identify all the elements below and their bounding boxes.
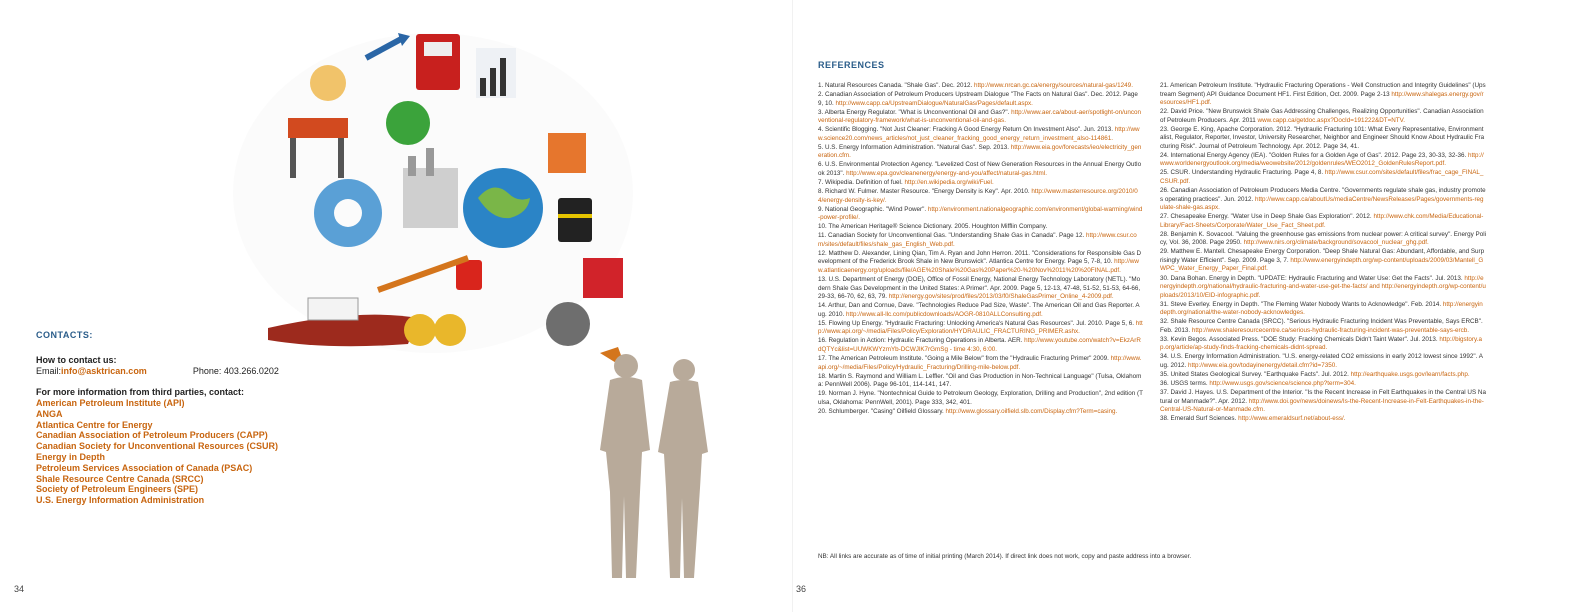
reference-link[interactable]: http://environment.nationalgeographic.com/environment/global-warming/wind-power-profile/. <box>818 205 1143 222</box>
reference-link[interactable]: http://www.api.org/~/media/Files/Policy/Exploration/HYDRAULIC_FRACTURING_PRIMER.ashx. <box>818 319 1143 336</box>
reference-link[interactable]: http://energyindepth.org/national/hydraulic-fracturing-and-water-use-get-the-facts/ and http://energyindepth.org/wp-content/uploads/2013/10/EID-infographic.pdf. <box>1160 274 1486 299</box>
reference-item <box>1160 301 1486 318</box>
reference-text: 17. The American Petroleum Institute. "Going a Mile Below" from the "Hydraulic Fracturing Primer" 2009. <box>818 354 1111 362</box>
reference-link[interactable]: http://www.nirs.org/climate/background/sovacool_nuclear_ghg.pdf. <box>1243 239 1429 247</box>
reference-item <box>818 355 1143 372</box>
reference-link[interactable]: http://www.epa.gov/cleanenergy/energy-and-you/affect/natural-gas.html. <box>846 169 1047 177</box>
page-number-left: 34 <box>14 584 25 594</box>
reference-item <box>818 161 1143 178</box>
reference-text: 6. U.S. Environmental Protection Agency. "Levelized Cost of New Generation Resources in the Annual Energy Outlook 2013". <box>818 161 1142 177</box>
reference-item <box>818 373 1143 390</box>
reference-item <box>818 250 1143 276</box>
reference-text: 19. Norman J. Hyne. "Nontechnical Guide to Petroleum Geology, Exploration, Drilling and Production", 2nd edition (Tulsa, Oklahoma: PennWell, 2001). Page 333, 342, 401. <box>818 390 1143 406</box>
reference-link[interactable]: http://www.emeraldsurf.net/about-ess/. <box>1238 415 1346 423</box>
reference-link[interactable]: http://www.energyindepth.org/wp-content/uploads/2009/03/Mantell_GWPC_Water_Energy_Paper_Final.pdf. <box>1160 256 1484 273</box>
reference-item <box>1160 82 1486 108</box>
reference-item <box>1160 275 1486 301</box>
reference-item <box>1160 389 1486 415</box>
reference-link[interactable]: http://www.shalegas.energy.gov/resources/HF1.pdf. <box>1160 90 1484 107</box>
reference-link[interactable]: http://www.api.org/~/media/Files/Policy/Hydraulic_Fracturing/Drilling-mile-below.pdf. <box>818 354 1142 371</box>
reference-item <box>1160 169 1486 186</box>
reference-item <box>818 206 1143 223</box>
links-disclaimer: NB: All links are accurate as of time of initial printing (March 2014). If direct link does not work, copy and paste address into a browser. <box>818 553 1192 560</box>
third-party-item: Society of Petroleum Engineers (SPE) <box>36 484 199 495</box>
reference-item <box>1160 108 1486 125</box>
reference-link[interactable]: http://www.eia.gov/todayinenergy/detail.cfm?id=7350. <box>1188 362 1337 369</box>
reference-link[interactable]: http://www.science20.com/news_articles/not_just_cleaner_fracking_good_energy_return_investment_also-114861. <box>818 126 1140 142</box>
reference-item <box>818 232 1143 249</box>
reference-link[interactable]: http://www.all-llc.com/publicdownloads/AOGR-0810ALLConsulting.pdf. <box>846 310 1043 318</box>
reference-text: 3. Alberta Energy Regulator. "What is Unconventional Oil and Gas?". <box>818 108 1012 116</box>
reference-item <box>818 337 1143 354</box>
email-label: Email: <box>36 366 62 376</box>
reference-text: 2. Canadian Association of Petroleum Producers Upstream Dialogue "The Facts on Natural Gas". Dec. 2012. Page 9, 10. <box>818 91 1138 107</box>
reference-link[interactable]: http://www.csur.com/sites/default/files/frac_cage_FINAL_CSUR.pdf. <box>1160 169 1484 186</box>
reference-link[interactable]: http://energyindepth.org/national/the-water-nobody-acknowledges. <box>1160 300 1483 317</box>
reference-text: 37. David J. Hayes. U.S. Department of the Interior. "Is the Recent Increase in Felt Earthquakes in the Central US Natural or Manmade?". Apr. 2012. <box>1160 389 1486 405</box>
references-column-left <box>818 82 1143 417</box>
reference-text: 10. The American Heritage® Science Dictionary. 2005. Houghton Mifflin Company. <box>818 223 1048 231</box>
reference-text: 4. Scientific Blogging. "Not Just Cleaner: Fracking A Good Energy Return On Investment Also". Jun. 2013. <box>818 126 1115 134</box>
truck-icon <box>583 258 623 298</box>
reference-item <box>1160 213 1486 230</box>
email-link[interactable]: info@asktrican.com <box>61 366 147 376</box>
people-silhouette <box>588 352 728 582</box>
contacts-heading: CONTACTS: <box>36 330 93 340</box>
reference-link[interactable]: http://www.capp.ca/aboutUs/mediaCentre/NewsReleases/Pages/governments-regulate-shale-gas.aspx. <box>1160 195 1484 212</box>
reference-item <box>1160 187 1486 213</box>
third-party-item: Canadian Society for Unconventional Resources (CSUR) <box>36 441 279 452</box>
reference-link[interactable]: http://earthquake.usgs.gov/learn/facts.php. <box>1350 371 1470 379</box>
industrial-tanks-icon <box>548 133 586 173</box>
reference-link[interactable]: www.capp.ca/getdoc.aspx?DocId=191222&DT=NTV. <box>1257 116 1406 124</box>
reference-link[interactable]: http://www.usgs.gov/science/science.php?term=304. <box>1209 380 1356 388</box>
reference-item <box>1160 318 1486 335</box>
reference-text: 11. Canadian Society for Unconventional Gas. "Understanding Shale Gas in Canada". Page 12. <box>818 232 1086 240</box>
reference-item <box>1160 248 1486 274</box>
reference-item <box>1160 371 1486 380</box>
third-party-item: Shale Resource Centre Canada (SRCC) <box>36 473 204 484</box>
reference-link[interactable]: http://www.glossary.oilfield.slb.com/Display.cfm?Term=casing. <box>945 407 1118 415</box>
reference-link[interactable]: http://www.masterresource.org/2010/04/energy-density-is-key/. <box>818 188 1138 204</box>
reference-item <box>1160 126 1486 152</box>
reference-text: 12. Matthew D. Alexander, Lining Qian, Tim A. Ryan and John Herron. 2011. "Considerations for Responsible Gas Development of the Frederick Brook Shale in New Brunswick". Atlantica Centre for Energy. Page 5, 7-8, 10. <box>818 249 1142 266</box>
reference-text: 25. CSUR. Understanding Hydraulic Fracturing. Page 4, 8. <box>1160 169 1325 177</box>
third-party-item: Atlantica Centre for Energy <box>36 419 153 430</box>
reference-text: 13. U.S. Department of Energy (DOE), Office of Fossil Energy, National Energy Technology Laboratory (NETL). "Modern Shale Gas Development in the United States: A Primer". Apr. 2009. Page 5, 12-13, 47-48, 51-52, 51-53, 64-66, 29-33, 66-70, 62, 63, 79. <box>818 276 1141 301</box>
reference-link[interactable]: http://www.eia.gov/forecasts/ieo/electricity_generation.cfm. <box>818 143 1142 160</box>
reference-text: 8. Richard W. Fulmer. Master Resource. "Energy Density is Key". Apr. 2010. <box>818 188 1032 196</box>
contacts-section <box>36 330 366 506</box>
reference-text: 18. Martin S. Raymond and William L. Leffler. "Oil and Gas Production in Non-Technical Language" (Tulsa, Oklahoma: PennWell 2006). Page 96-101, 114-141, 147. <box>818 372 1142 389</box>
reference-text: 5. U.S. Energy Information Administration. "Natural Gas". Sep. 2013. <box>818 143 1011 151</box>
reference-item <box>818 109 1143 126</box>
reference-item <box>818 302 1143 319</box>
reference-text: 29. Matthew E. Mantell. Chesapeake Energy Corporation. "Deep Shale Natural Gas: Abundant, Affordable, and Surprisingly Water Efficient". Sep. 2009. Page 3, 7. <box>1160 248 1485 264</box>
more-info-label: For more information from third parties, contact: <box>36 387 245 397</box>
reference-item <box>818 126 1143 143</box>
third-party-item: Petroleum Services Association of Canada (PSAC) <box>36 462 253 473</box>
reference-text: 7. Wikipedia. Definition of fuel. <box>818 179 905 187</box>
reference-item <box>1160 353 1486 370</box>
reference-text: 30. Dana Bohan. Energy in Depth. "UPDATE: Hydraulic Fracturing and Water Use: Get the Facts". Jul. 2013. <box>1160 274 1465 282</box>
third-party-item: Energy in Depth <box>36 451 106 462</box>
reference-item <box>1160 231 1486 248</box>
reference-text: 1. Natural Resources Canada. "Shale Gas". Dec. 2012. <box>818 82 975 89</box>
reference-text: 15. Flowing Up Energy. "Hydraulic Fracturing: Unlocking America's Natural Gas Resources". Jul. 2010. Page 5, 6. <box>818 319 1136 327</box>
page-fold <box>792 0 793 612</box>
reference-text: 23. George E. King, Apache Corporation. 2012. "Hydraulic Fracturing 101: What Every Representative, Environmentalist, Regulator, Reporter, Investor, University Researcher, Neighbor and Engineer Should Know About Hydraulic Fracturing Risk". Journal of Petroleum Technology. Apr. 2012. Page 34, 41. <box>1160 125 1485 150</box>
third-party-item: U.S. Energy Information Administration <box>36 495 205 506</box>
energy-collage-bubble <box>228 28 648 378</box>
reference-link[interactable]: http://www.aer.ca/about-aer/spotlight-on/unconventional-regulatory-framework/what-is-unconventional-oil-and-gas. <box>818 108 1142 125</box>
reference-link[interactable]: http://www.csur.com/sites/default/files/shale_gas_English_Web.pdf. <box>818 232 1137 248</box>
reference-item <box>818 276 1143 302</box>
reference-text: 21. American Petroleum Institute. "Hydraulic Fracturing Operations - Well Construction and Integrity Guidelines" (Upstream Segment) API Guidance Document HF1. First Edition, Oct. 2009. Page 2-13 <box>1160 82 1486 98</box>
reference-item <box>818 144 1143 161</box>
reference-link[interactable]: http://energy.gov/sites/prod/files/2013/03/f0/ShaleGasPrimer_Online_4-2009.pdf. <box>888 293 1114 301</box>
reference-link[interactable]: http://en.wikipedia.org/wiki/Fuel. <box>904 179 994 187</box>
reference-item <box>818 82 1143 91</box>
reference-link[interactable]: http://www.capp.ca/UpstreamDialogue/NaturalGas/Pages/default.aspx. <box>835 99 1033 107</box>
reference-item <box>818 188 1143 205</box>
lightbulb-icon <box>310 65 346 101</box>
reference-text: 22. David Price. "New Brunswick Shale Gas Addressing Challenges, Realizing Opportunities". Canadian Association of Petroleum Producers. Apr. 2011 <box>1160 108 1484 124</box>
phone-number: Phone: 403.266.0202 <box>192 366 279 376</box>
references-heading: REFERENCES <box>818 60 885 70</box>
reference-link[interactable]: http://www.youtube.com/watch?v=EkzArRdQTYc&list=UUWKWYzmYb-DCWJlK7rGmSg - time 4:30, 6:00. <box>818 337 1141 353</box>
reference-text: 27. Chesapeake Energy. "Water Use in Deep Shale Gas Exploration". 2012. <box>1160 213 1374 221</box>
reference-link[interactable]: http://www.atlanticaenergy.org/uploads/file/AGE%20Shale%20Gas%20Paper%20-%20Nov%2011%20%20FINAL.pdf. <box>818 258 1139 274</box>
reference-item <box>818 179 1143 188</box>
oil-rig-icon <box>288 118 348 138</box>
reference-item <box>818 408 1143 417</box>
refinery-icon <box>403 168 458 228</box>
reference-link[interactable]: http://www.chk.com/Media/Educational-Library/Fact-Sheets/Corporate/Water_Use_Fact_Sheet.pdf. <box>1160 213 1484 229</box>
reference-item <box>818 320 1143 337</box>
reference-text: 31. Steve Everley. Energy in Depth. "The Fleming Water Nobody Wants to Acknowledge". Feb. 2014. <box>1160 300 1443 308</box>
reference-link[interactable]: http://www.doi.gov/news/doinews/Is-the-Recent-Increase-in-Felt-Earthquakes-in-the-Central-US-Natural-or-Manmade.cfm. <box>1160 397 1484 414</box>
reference-text: 32. Shale Resource Centre Canada (SRCC). "Serious Hydraulic Fracturing Incident Was Preventable, Says ERCB". Feb. 2013. <box>1160 318 1483 334</box>
oil-barrel-icon <box>558 198 592 242</box>
reference-text: 33. Kevin Begos. Associated Press. "DOE Study: Fracking Chemicals Didn't Taint Water". Jul. 2013. <box>1160 335 1440 343</box>
reference-item <box>818 91 1143 108</box>
reference-link[interactable]: http://bigstory.ap.org/article/ap-study-finds-fracking-chemicals-didnt-spread. <box>1160 335 1482 352</box>
third-party-item: American Petroleum Institute (API) <box>36 398 185 408</box>
page-number-right: 36 <box>796 584 807 594</box>
reference-item <box>1160 152 1486 169</box>
pumpjack-icon <box>546 302 590 346</box>
fuel-can-icon <box>456 260 482 290</box>
recycle-icon <box>386 101 430 145</box>
reference-text: 14. Arthur, Dan and Cornue, Dave. "Technologies Reduce Pad Size, Waste". The American Oil and Gas Reporter. Aug. 2010. <box>818 302 1140 318</box>
reference-link[interactable]: http://www.shaleresourcecentre.ca/serious-hydraulic-fracturing-incident-was-preventable-says-ercb. <box>1191 326 1470 334</box>
reference-text: 9. National Geographic. "Wind Power". <box>818 205 928 213</box>
reference-text: 26. Canadian Association of Petroleum Producers Media Centre. "Governments regulate shale gas, industry promotes operating practices". Jun. 2012. <box>1160 187 1486 203</box>
third-party-item: ANGA <box>36 408 63 419</box>
third-party-list <box>36 398 366 506</box>
reference-link[interactable]: http://www.worldenergyoutlook.org/media/weowebsite/2012/goldenrules/WEO2012_GoldenRulesReport.pdf. <box>1160 151 1484 168</box>
reference-text: 36. USGS terms. <box>1160 380 1210 388</box>
how-to-contact-label: How to contact us: <box>36 355 117 365</box>
reference-item <box>1160 415 1486 424</box>
reference-text: 38. Emerald Surf Sciences. <box>1160 415 1239 423</box>
reference-text: 34. U.S. Energy Information Administration. "U.S. energy-related CO2 emissions in early 2012 lowest since 1992". Aug. 2012. <box>1160 353 1483 369</box>
reference-item <box>1160 336 1486 353</box>
reference-text: 35. United States Geological Survey. "Earthquake Facts". Jul. 2012. <box>1160 371 1351 379</box>
third-party-item: Canadian Association of Petroleum Producers (CAPP) <box>36 430 268 441</box>
reference-text: 28. Benjamin K. Sovacool. "Valuing the greenhouse gas emissions from nuclear power: A critical survey". Energy Policy, Vol. 36, 2008. Page 2950. <box>1160 230 1487 247</box>
reference-item <box>1160 380 1486 389</box>
reference-text: 20. Schlumberger. "Casing" Oilfield Glossary. <box>818 407 946 415</box>
reference-text: 24. International Energy Agency (IEA). "Golden Rules for a Golden Age of Gas". 2012. Page 23, 30-33, 32-36. <box>1160 151 1468 159</box>
contact-row <box>36 366 366 377</box>
reference-link[interactable]: http://www.nrcan.gc.ca/energy/sources/natural-gas/1249. <box>974 82 1133 89</box>
reference-item <box>818 390 1143 407</box>
reference-text: 16. Regulation in Action: Hydraulic Fracturing Operations in Alberta. AER. <box>818 337 1025 345</box>
workers-icon <box>404 314 436 346</box>
reference-item <box>818 223 1143 232</box>
references-column-right <box>1160 82 1486 424</box>
